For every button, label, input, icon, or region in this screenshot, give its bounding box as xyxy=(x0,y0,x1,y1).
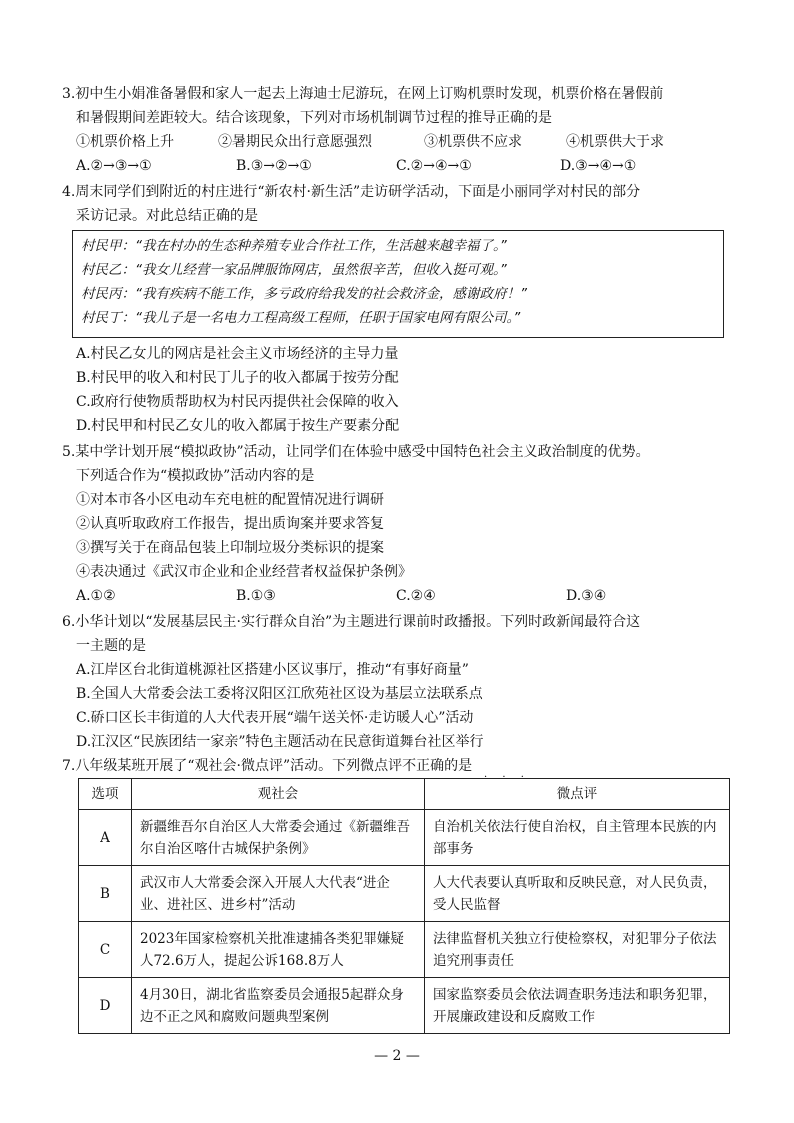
row-observe: 2023年国家检察机关批准逮捕各类犯罪嫌疑人72.6万人，提起公诉168.8万人 xyxy=(132,922,425,978)
emphasis-dots: · · · xyxy=(484,772,530,783)
observation-table xyxy=(78,778,730,1034)
q3-stem-line2: 和暑假期间差距较大。结合该现象，下列对市场机制调节过程的推导正确的是 xyxy=(76,110,552,126)
q5-stem-line2: 下列适合作为“模拟政协”活动内容的是 xyxy=(76,468,315,484)
q5-item-2: ②认真听取政府工作报告，提出质询案并要求答复 xyxy=(76,516,384,532)
row-comment: 自治机关依法行使自治权，自主管理本民族的内部事务 xyxy=(425,810,730,866)
q6-option-d: D.江汉区“民族团结一家亲”特色主题活动在民意街道舞台社区举行 xyxy=(76,734,484,750)
table-row xyxy=(79,810,730,866)
q6-stem-line1: 6.小华计划以“发展基层民主·实行群众自治”为主题进行课前时政播报。下列时政新闻最符合这 xyxy=(62,614,641,630)
row-option: B xyxy=(79,866,132,922)
q3-option-b: B.③→②→① xyxy=(236,158,312,174)
q5-item-4: ④表决通过《武汉市企业和企业经营者权益保护条例》 xyxy=(76,564,412,580)
q5-item-3: ③撰写关于在商品包装上印制垃圾分类标识的提案 xyxy=(76,540,384,556)
q4-option-b: B.村民甲的收入和村民丁儿子的收入都属于按劳分配 xyxy=(76,370,399,386)
q4-option-d: D.村民甲和村民乙女儿的收入都属于按生产要素分配 xyxy=(76,418,400,434)
q3-item-1: ①机票价格上升 xyxy=(76,134,174,150)
q5-option-a: A.①② xyxy=(76,588,116,604)
q5-item-1: ①对本市各小区电动车充电桩的配置情况进行调研 xyxy=(76,492,384,508)
q4-stem-line1: 4.周末同学们到附近的村庄进行“新农村·新生活”走访研学活动，下面是小丽同学对村民的部分 xyxy=(62,184,641,200)
interview-record-box xyxy=(72,230,724,338)
q5-option-d: D.③④ xyxy=(566,588,607,604)
row-option: D xyxy=(79,978,132,1034)
row-option: A xyxy=(79,810,132,866)
q3-stem-line1: 3.初中生小娟准备暑假和家人一起去上海迪士尼游玩，在网上订购机票时发现，机票价格在暑假前 xyxy=(62,86,664,102)
q5-option-c: C.②④ xyxy=(396,588,436,604)
row-observe: 武汉市人大常委会深入开展人大代表“进企业、进社区、进乡村”活动 xyxy=(132,866,425,922)
q3-item-4: ④机票供大于求 xyxy=(566,134,664,150)
q3-item-3: ③机票供不应求 xyxy=(424,134,522,150)
header-comment: 微点评 xyxy=(425,779,730,810)
row-comment: 人大代表要认真听取和反映民意，对人民负责，受人民监督 xyxy=(425,866,730,922)
quote-villager-b: 村民乙：“我女儿经营一家品牌服饰网店，虽然很辛苦，但收入挺可观。” xyxy=(81,262,507,278)
table-row xyxy=(79,866,730,922)
q3-option-a: A.②→③→① xyxy=(76,158,152,174)
q4-stem-line2: 采访记录。对此总结正确的是 xyxy=(76,208,258,224)
q6-option-c: C.硚口区长丰街道的人大代表开展“端午送关怀·走访暖人心”活动 xyxy=(76,710,474,726)
page-number: — 2 — xyxy=(374,1048,420,1064)
row-comment: 法律监督机关独立行使检察权，对犯罪分子依法追究刑事责任 xyxy=(425,922,730,978)
q5-option-b: B.①③ xyxy=(236,588,276,604)
q3-option-d: D.③→④→① xyxy=(560,158,637,174)
header-observe: 观社会 xyxy=(132,779,425,810)
quote-villager-a: 村民甲：“我在村办的生态种养殖专业合作社工作，生活越来越幸福了。” xyxy=(81,238,507,254)
q7-stem: 7.八年级某班开展了“观社会·微点评”活动。下列微点评不正确的是 xyxy=(62,758,473,774)
q6-option-a: A.江岸区台北街道桃源社区搭建小区议事厅，推动“有事好商量” xyxy=(76,662,469,678)
row-comment: 国家监察委员会依法调查职务违法和职务犯罪，开展廉政建设和反腐败工作 xyxy=(425,978,730,1034)
q5-stem-line1: 5.某中学计划开展“模拟政协”活动，让同学们在体验中感受中国特色社会主义政治制度的优势。 xyxy=(62,444,650,460)
row-observe: 新疆维吾尔自治区人大常委会通过《新疆维吾尔自治区喀什古城保护条例》 xyxy=(132,810,425,866)
table-row xyxy=(79,922,730,978)
table-row xyxy=(79,978,730,1034)
q4-option-c: C.政府行使物质帮助权为村民丙提供社会保障的收入 xyxy=(76,394,399,410)
quote-villager-c: 村民丙：“我有疾病不能工作，多亏政府给我发的社会救济金，感谢政府！” xyxy=(81,286,527,302)
row-option: C xyxy=(79,922,132,978)
q6-stem-line2: 一主题的是 xyxy=(76,638,146,654)
q3-option-c: C.②→④→① xyxy=(396,158,472,174)
table-header-row xyxy=(79,779,730,810)
quote-villager-d: 村民丁：“我儿子是一名电力工程高级工程师，任职于国家电网有限公司。” xyxy=(81,310,521,326)
q4-option-a: A.村民乙女儿的网店是社会主义市场经济的主导力量 xyxy=(76,346,399,362)
header-option: 选项 xyxy=(79,779,132,810)
q6-option-b: B.全国人大常委会法工委将汉阳区江欣苑社区设为基层立法联系点 xyxy=(76,686,483,702)
q3-item-2: ②暑期民众出行意愿强烈 xyxy=(218,134,372,150)
row-observe: 4月30日，湖北省监察委员会通报5起群众身边不正之风和腐败问题典型案例 xyxy=(132,978,425,1034)
